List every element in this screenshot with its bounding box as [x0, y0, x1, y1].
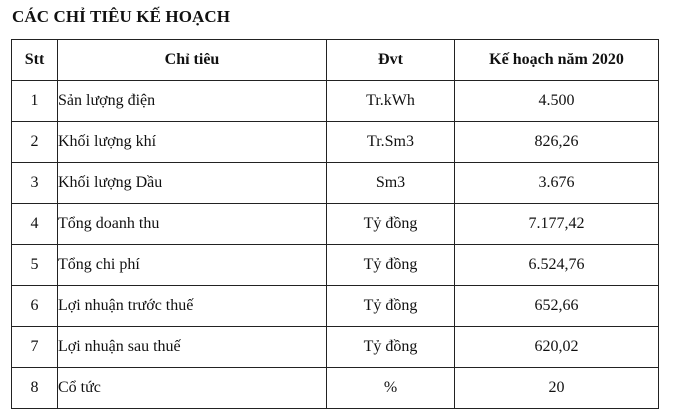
plan-table — [11, 39, 659, 409]
header-unit: Đvt — [327, 40, 455, 81]
table-row — [12, 163, 659, 204]
header-stt: Stt — [12, 40, 58, 81]
table-row — [12, 81, 659, 122]
row-stt: 7 — [12, 327, 58, 368]
row-indicator: Sản lượng điện — [58, 81, 327, 122]
table-row — [12, 204, 659, 245]
document-title: CÁC CHỈ TIÊU KẾ HOẠCH — [12, 7, 231, 26]
row-stt: 8 — [12, 368, 58, 409]
row-plan-value: 20 — [455, 368, 659, 409]
row-plan-value: 620,02 — [455, 327, 659, 368]
row-unit: Tr.kWh — [327, 81, 455, 122]
row-indicator: Lợi nhuận sau thuế — [58, 327, 327, 368]
row-stt: 1 — [12, 81, 58, 122]
table-header — [12, 40, 659, 81]
row-stt: 5 — [12, 245, 58, 286]
row-unit: Sm3 — [327, 163, 455, 204]
row-indicator: Tổng chi phí — [58, 245, 327, 286]
row-plan-value: 6.524,76 — [455, 245, 659, 286]
row-stt: 6 — [12, 286, 58, 327]
row-plan-value: 826,26 — [455, 122, 659, 163]
row-indicator: Tổng doanh thu — [58, 204, 327, 245]
row-unit: Tr.Sm3 — [327, 122, 455, 163]
row-unit: Tỷ đồng — [327, 286, 455, 327]
row-stt: 2 — [12, 122, 58, 163]
table-row — [12, 327, 659, 368]
row-plan-value: 3.676 — [455, 163, 659, 204]
row-plan-value: 652,66 — [455, 286, 659, 327]
row-unit: Tỷ đồng — [327, 245, 455, 286]
header-indicator: Chỉ tiêu — [58, 40, 327, 81]
row-indicator: Cổ tức — [58, 368, 327, 409]
row-indicator: Khối lượng khí — [58, 122, 327, 163]
header-plan-2020: Kế hoạch năm 2020 — [455, 40, 659, 81]
row-unit: % — [327, 368, 455, 409]
table-body — [12, 81, 659, 409]
table-row — [12, 286, 659, 327]
row-unit: Tỷ đồng — [327, 327, 455, 368]
row-stt: 3 — [12, 163, 58, 204]
table-row — [12, 245, 659, 286]
row-stt: 4 — [12, 204, 58, 245]
table-row — [12, 122, 659, 163]
row-indicator: Khối lượng Dầu — [58, 163, 327, 204]
row-plan-value: 7.177,42 — [455, 204, 659, 245]
row-plan-value: 4.500 — [455, 81, 659, 122]
table-row — [12, 368, 659, 409]
row-unit: Tỷ đồng — [327, 204, 455, 245]
row-indicator: Lợi nhuận trước thuế — [58, 286, 327, 327]
table-header-row — [12, 40, 659, 81]
